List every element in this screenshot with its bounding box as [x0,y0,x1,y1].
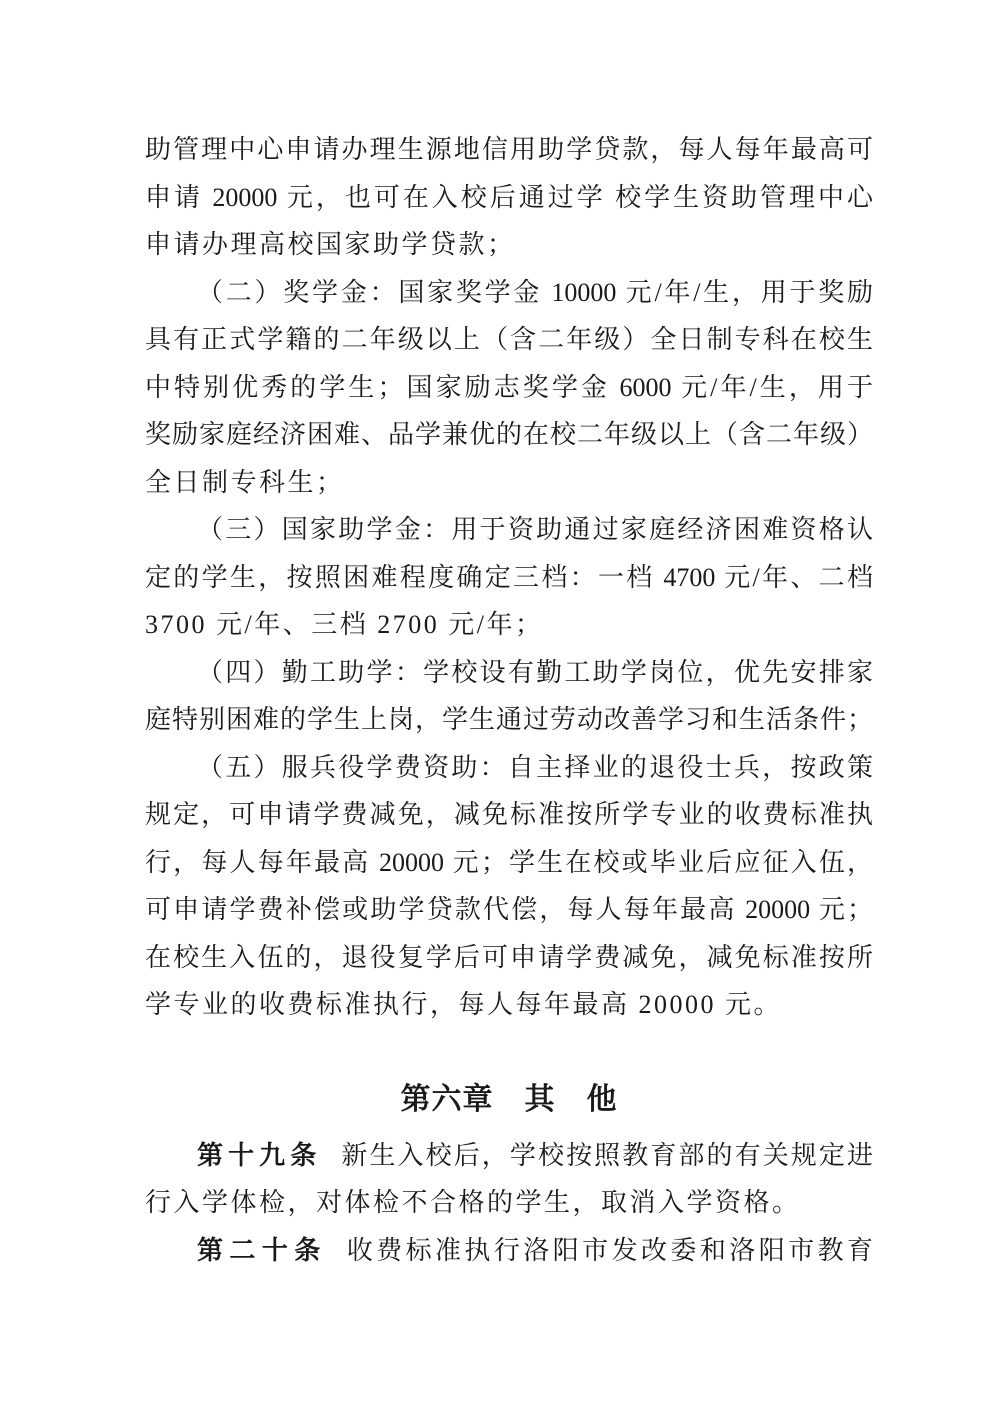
articles-section [145,1132,873,1275]
body-line: （二）奖学金：国家奖学金 10000 元/年/生，用于奖励 [197,277,873,307]
body-line: 全日制专科生； [145,467,345,497]
article-number: 第二十条 [197,1235,327,1265]
body-line: 申请 20000 元，也可在入校后通过学 校学生资助管理中心 [145,182,873,212]
body-line: 申请办理高校国家助学贷款； [145,230,516,259]
body-line: （四）勤工助学：学校设有勤工助学岗位，优先安排家 [197,657,873,687]
body-line: 学专业的收费标准执行，每人每年最高 20000 元。 [145,990,783,1019]
blank-line [145,1029,873,1077]
document-content [145,126,873,1274]
body-line: （五）服兵役学费资助：自主择业的退役士兵，按政策 [197,752,873,782]
chapter-heading: 第六章 其 他 [400,1083,618,1116]
body-line: 庭特别困难的学生上岗，学生通过劳动改善学习和生活条件； [145,705,873,734]
body-line: 助管理中心申请办理生源地信用助学贷款，每人每年最高可 [145,135,873,164]
body-line: 3700 元/年、三档 2700 元/年； [145,610,544,639]
article-line [145,1132,873,1180]
body-line: 中特别优秀的学生；国家励志奖学金 6000 元/年/生，用于 [145,372,873,402]
article-text: 收费标准执行洛阳市发改委和洛阳市教育 [346,1235,873,1265]
article-text: 新生入校后，学校按照教育部的有关规定进 [341,1140,873,1170]
article-line: 行入学体检，对体检不合格的学生，取消入学资格。 [145,1188,801,1217]
body-line: 定的学生，按照困难程度确定三档：一档 4700 元/年、二档 [145,562,873,592]
body-line: （三）国家助学金：用于资助通过家庭经济困难资格认 [197,515,873,544]
body-line: 具有正式学籍的二年级以上（含二年级）全日制专科在校生 [145,325,873,354]
body-line: 规定，可申请学费减免，减免标准按所学专业的收费标准执 [145,800,873,829]
article-number: 第十九条 [197,1140,322,1170]
body-line: 可申请学费补偿或助学贷款代偿，每人每年最高 20000 元； [145,895,873,924]
body-line: 在校生入伍的，退役复学后可申请学费减免，减免标准按所 [145,942,873,972]
body-line: 行，每人每年最高 20000 元；学生在校或毕业后应征入伍， [145,847,873,877]
article-line [145,1227,873,1275]
body-line: 奖励家庭经济困难、品学兼优的在校二年级以上（含二年级） [145,420,873,449]
